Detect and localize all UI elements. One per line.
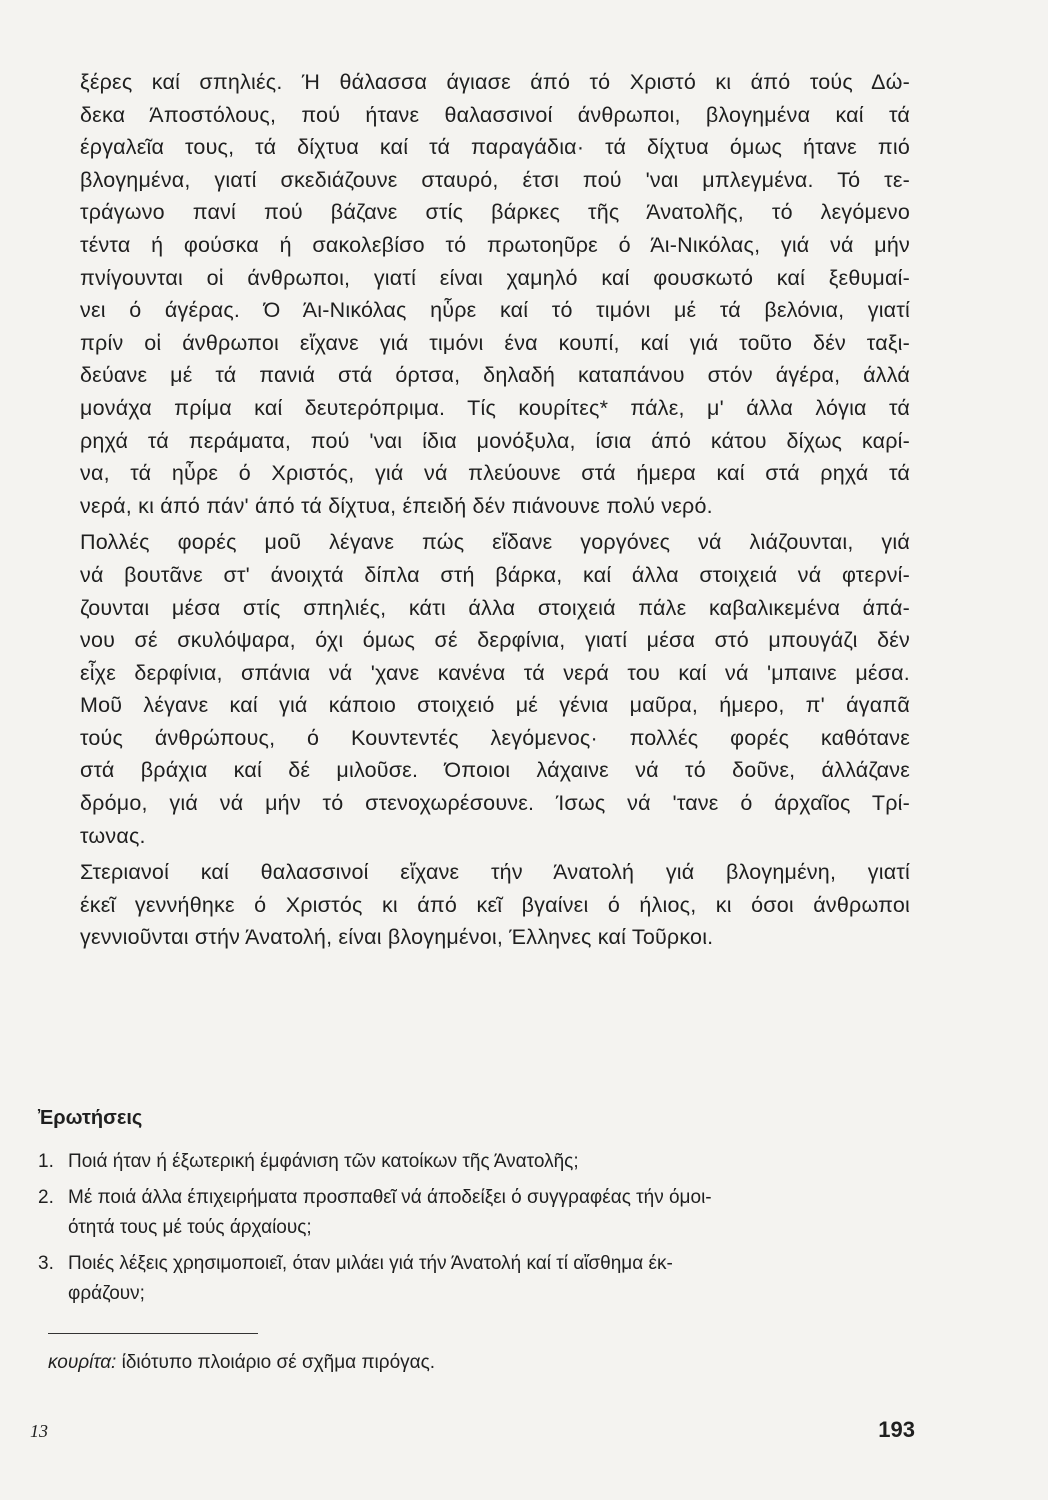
text-line: τωνας. — [80, 823, 146, 848]
text-line: τούς άνθρώπους, ό Κουντεντές λεγόμενος· πολλές φορές καθότανε — [80, 725, 910, 750]
question-line: Μέ ποιά άλλα έπιχειρήματα προσπαθεῖ νά άποδείξει ό συγγραφέας τήν όμοι- — [68, 1187, 712, 1208]
text-line: τέντα ή φούσκα ή σακολεβίσο τό πρωτοηῦρε ό Άι-Νικόλας, γιά νά μήν — [80, 232, 910, 257]
page-number: 193 — [878, 1417, 915, 1442]
text-line: έκεῖ γεννήθηκε ό Χριστός κι άπό κεῖ βγαίνει ό ήλιος, κι όσοι άνθρωποι — [80, 892, 910, 917]
text-line: έργαλεῖα τους, τά δίχτυα καί τά παραγάδια· τά δίχτυα όμως ήτανε πιό — [80, 135, 910, 160]
text-line: γεννιοῦνται στήν Άνατολή, είναι βλογημένοι, Έλληνες καί Τοῦρκοι. — [80, 925, 714, 950]
questions-section — [38, 1103, 918, 1315]
text-line: να, τά ηὗρε ό Χριστός, γιά νά πλεύουνε στά ήμερα καί στά ρηχά τά — [80, 461, 910, 486]
text-line: ξέρες καί σπηλιές. Ή θάλασσα άγιασε άπό τό Χριστό κι άπό τούς Δώ- — [80, 70, 910, 94]
text-line: δρόμο, γιά νά μήν τό στενοχωρέσουνε. Ίσως νά 'τανε ό άρχαῖος Τρί- — [80, 791, 910, 816]
signature-mark: 13 — [30, 1421, 48, 1441]
text-line: πνίγουνται οἱ άνθρωποι, γιατί είναι χαμηλό καί φουσκωτό καί ξεθυμαί- — [80, 265, 910, 290]
text-line: νερά, κι άπό πάν' άπό τά δίχτυα, έπειδή δέν πιάνουνε πολύ νερό. — [80, 493, 713, 518]
question-line: Ποιά ήταν ή έξωτερική έμφάνιση τῶν κατοίκων τῆς Άνατολῆς; — [68, 1151, 579, 1172]
question-line: φράζουν; — [68, 1283, 145, 1304]
footnote-term: κουρίτα: — [48, 1352, 117, 1373]
text-line: ρηχά τά περάματα, πού 'ναι ίδια μονόξυλα, ίσια άπό κάτου δίχως καρί- — [80, 428, 910, 453]
text-line: πρίν οἱ άνθρωποι εἴχανε γιά τιμόνι ένα κουπί, καί γιά τοῦτο δέν ταξι- — [80, 330, 910, 355]
text-line: εἶχε δερφίνια, σπάνια νά 'χανε κανένα τά νερά του καί νά 'μπαινε μέσα. — [80, 660, 910, 685]
footnote-divider — [48, 1333, 258, 1334]
question-text — [68, 1249, 918, 1309]
question-number: 1. — [38, 1151, 54, 1172]
text-line: δεκα Άποστόλους, πού ήτανε θαλασσινοί άνθρωποι, βλογημένα καί τά — [80, 102, 910, 127]
footnote — [48, 1350, 435, 1376]
text-line: δεύανε μέ τά πανιά στά όρτσα, δηλαδή καταπάνου στόν άγέρα, άλλά — [80, 363, 910, 388]
question-text — [68, 1183, 918, 1243]
questions-heading: Ἐρωτήσεις — [38, 1107, 143, 1129]
text-line: ζουνται μέσα στίς σπηλιές, κάτι άλλα στοιχειά πάλε καβαλικεμένα άπά- — [80, 595, 910, 620]
text-line: τράγωνο πανί πού βάζανε στίς βάρκες τῆς Άνατολῆς, τό λεγόμενο — [80, 200, 910, 225]
text-line: Μοῦ λέγανε καί γιά κάποιο στοιχειό μέ γένια μαῦρα, ήμερο, π' άγαπᾶ — [80, 693, 910, 718]
text-line: Πολλές φορές μοῦ λέγανε πώς εἴδανε γοργόνες νά λιάζουνται, γιά — [80, 530, 910, 555]
text-line: μονάχα πρίμα καί δευτερόπριμα. Τίς κουρίτες* πάλε, μ' άλλα λόγια τά — [80, 395, 910, 420]
question-number: 2. — [38, 1187, 54, 1208]
main-text — [80, 66, 910, 954]
text-line: νου σέ σκυλόψαρα, όχι όμως σέ δερφίνια, γιατί μέσα στό μπουγάζι δέν — [80, 628, 910, 653]
footnote-definition: ίδιότυπο πλοιάριο σέ σχῆμα πιρόγας. — [121, 1352, 436, 1373]
text-line: νει ό άγέρας. Ό Άι-Νικόλας ηὗρε καί τό τιμόνι μέ τά βελόνια, γιατί — [80, 298, 910, 323]
question-line: Ποιές λέξεις χρησιμοποιεῖ, όταν μιλάει γιά τήν Άνατολή καί τί αἴσθημα έκ- — [68, 1253, 673, 1274]
text-line: στά βράχια καί δέ μιλοῦσε. Όποιοι λάχαινε νά τό δοῦνε, άλλάζανε — [80, 758, 910, 783]
text-line: βλογημένα, γιατί σκεδιάζουνε σταυρό, έτσι πού 'ναι μπλεγμένα. Τό τε- — [80, 167, 910, 192]
question-item — [38, 1183, 918, 1243]
text-line: νά βουτᾶνε στ' άνοιχτά δίπλα στή βάρκα, καί άλλα στοιχειά νά φτερνί- — [80, 562, 910, 587]
question-item — [38, 1147, 918, 1177]
question-item — [38, 1249, 918, 1309]
question-line: ότητά τους μέ τούς άρχαίους; — [68, 1217, 312, 1238]
text-line: Στεριανοί καί θαλασσινοί εἴχανε τήν Άνατολή γιά βλογημένη, γιατί — [80, 860, 910, 885]
question-text — [68, 1147, 918, 1177]
question-number: 3. — [38, 1253, 54, 1274]
